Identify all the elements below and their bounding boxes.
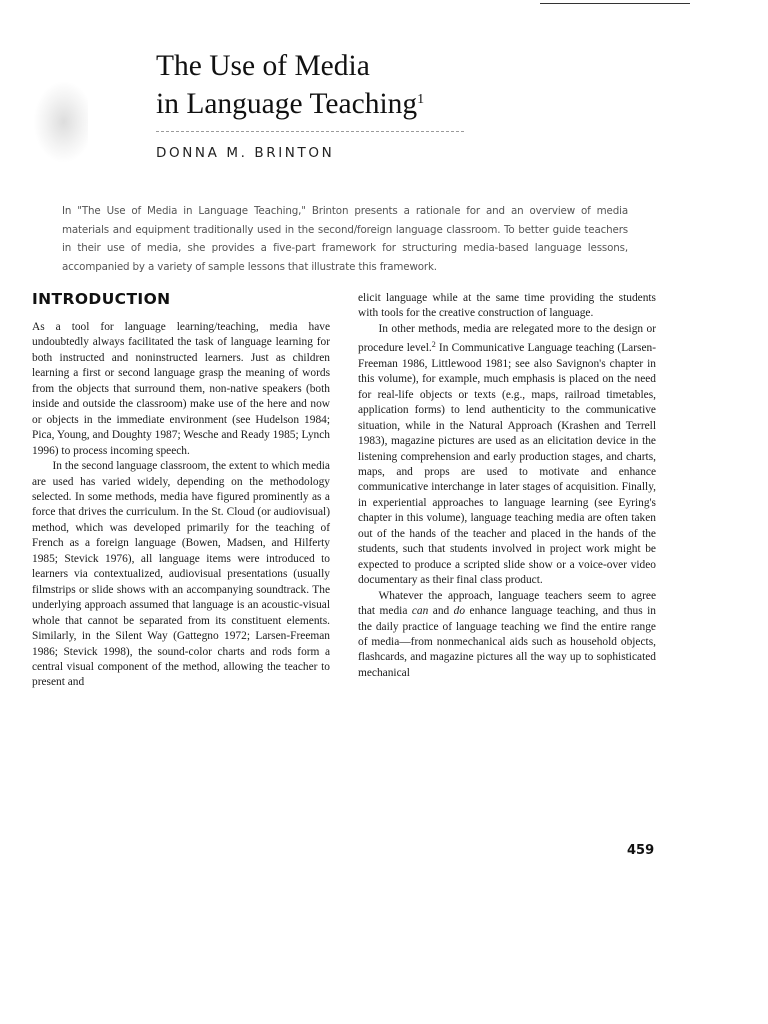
top-rule [540, 3, 690, 4]
right-column [358, 291, 656, 681]
title-divider [156, 131, 464, 132]
right-paragraph-1: elicit language while at the same time providing the students with tools for the creative construction of language. [358, 292, 656, 320]
scan-smudge [34, 82, 88, 162]
page-number: 459 [627, 843, 655, 858]
right-paragraph-3-rest: enhance language teaching, and thus in the daily practice of language teaching we find the entire range of media—from nonmechanical aids such as household objects, flashcards, and magazine pictures all the way up to sophisticated mechanical [358, 605, 656, 679]
left-paragraph-2: In the second language classroom, the extent to which media are used has varied widely, depending on the methodology selected. In some methods, media have figured prominently as a force that drives the curriculum. In the St. Cloud (or audiovisual) method, which was developed primarily for the teaching of French as a foreign language (Bowen, Madsen, and Hilferty 1985; Stevick 1976), all language items were introduced to learners via contextualized, audiovisual presentations (usually filmstrips or slide shows with an accompanying soundtrack. The underlying approach assumed that language is an acoustic-visual whole that cannot be separated from its constituent elements. Similarly, in the Silent Way (Gattegno 1972; Larsen-Freeman 1986; Stevick 1998), the sound-color charts and rods form a central visual component of the method, allowing the teacher to present and [32, 460, 330, 689]
footnote-marker-2: 2 [431, 340, 436, 350]
italic-can: can [411, 605, 429, 618]
right-paragraph-2 [358, 322, 656, 589]
right-paragraph-3-start: Whatever the approach, language teachers seem to agree that media [358, 589, 656, 618]
title-footnote-marker: 1 [417, 92, 425, 107]
right-paragraph-2-start: In other methods, media are relegated more to the design or procedure level. [358, 322, 656, 355]
title-line-2: in Language Teaching [156, 88, 418, 120]
italic-do: do [453, 605, 466, 618]
left-column [32, 320, 330, 691]
right-paragraph-3-and: and [428, 605, 454, 618]
right-paragraph-2-rest: In Communicative Language teaching (Larsen-Freeman 1986, Littlewood 1981; see also Savignon's chapter in this volume), for example, much emphasis is placed on the need for real-life objects or texts (e.g., maps, railroad timetables, application forms) to lend authenticity to the communicative situation, while in the Natural Approach (Krashen and Terrell 1983), magazine pictures are used as an elicitation device in the listening comprehension and early production stages, and charts, maps, and props are used to motivate and enhance communicative interchange in later stages of acquisition. Finally, in experiential approaches to language learning (see Eyring's chapter in this volume), language teaching media are often taken out of the hands of the teacher and placed in the hands of the students, such that students involved in project work might be expected to produce a scripted slide show or a voice-over video documentary as their final class product. [358, 342, 656, 587]
chapter-title [156, 49, 424, 121]
title-line-1: The Use of Media [156, 50, 370, 82]
chapter-abstract: In "The Use of Media in Language Teaching," Brinton presents a rationale for and an overview of media materials and equipment traditionally used in the second/foreign language classroom. To better guide teachers in their use of media, she provides a five-part framework for structuring media-based language lessons, accompanied by a variety of sample lessons that illustrate this framework. [62, 205, 628, 273]
left-paragraph-1: As a tool for language learning/teaching, media have undoubtedly always facilitated the task of language learning for both instructed and noninstructed learners. Just as children learning a first or second language grasp the meaning of words from the objects that surround them, non-native speakers (both inside and outside the classroom) make use of the here and now or objects in the immediate environment (see Hudelson 1984; Pica, Young, and Doughty 1987; Wesche and Ready 1985; Lynch 1996) to process incoming speech. [32, 321, 330, 457]
author-name: DONNA M. BRINTON [156, 145, 335, 161]
section-heading: INTRODUCTION [32, 290, 171, 308]
right-paragraph-3 [358, 589, 656, 682]
